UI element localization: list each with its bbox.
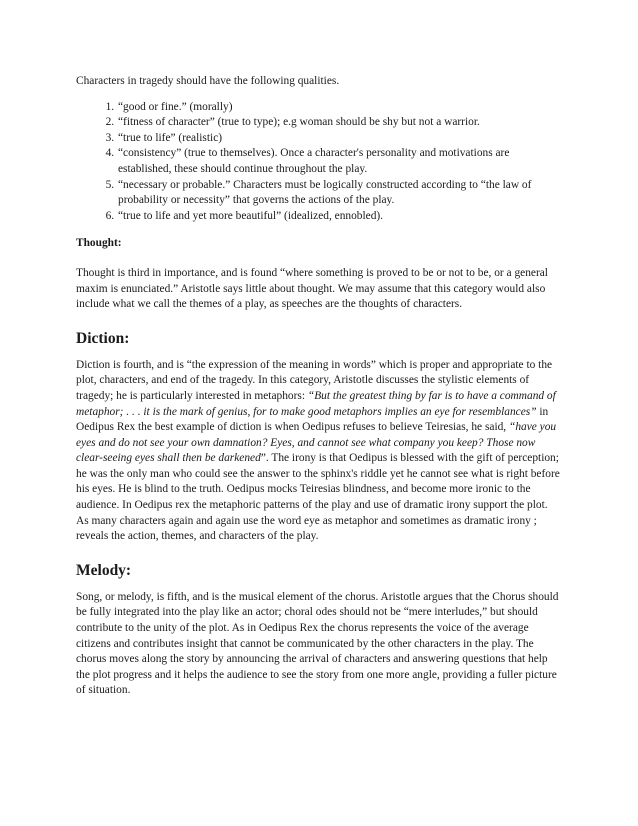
qualities-list <box>76 100 562 225</box>
list-item: 5. “necessary or probable.” Characters must be logically constructed according to “the law of probability or necessity” that governs the actions of the play. <box>117 178 562 209</box>
list-item: 2. “fitness of character” (true to type); e.g woman should be shy but not a warrior. <box>117 115 562 131</box>
melody-paragraph: Song, or melody, is fifth, and is the musical element of the chorus. Aristotle argues that the Chorus should be fully integrated into the play like an actor; choral odes should not be “mere interludes,” but should contribute to the unity of the plot. As in Oedipus Rex the chorus represents the voice of the average citizens and contributes insight that cannot be communicated by the other characters in the play. The chorus moves along the story by announcing the arrival of characters and answering questions that help the plot progress and it helps the audience to see the story from one more angle, providing a fuller picture of situation. <box>76 590 559 697</box>
list-item: 4. “consistency” (true to themselves). Once a character's personality and motivations are established, these should continue throughout the play. <box>117 146 562 177</box>
melody-heading: Melody: <box>76 561 132 579</box>
thought-heading: Thought: <box>76 237 122 250</box>
intro-paragraph: Characters in tragedy should have the following qualities. <box>76 75 340 87</box>
diction-text-1: Diction is fourth, and is “the expression of the meaning in words” which is proper and appropriate to the plot, characters, and end of the tragedy. In this category, Aristotle discusses the stylistic elements of tragedy; he is particularly interested in metaphors: <box>76 358 553 402</box>
thought-paragraph: Thought is third in importance, and is found “where something is proved to be or not to be, or a general maxim is enunciated.” Aristotle says little about thought. We may assume that this category would also include what we call the themes of a play, as speeches are the thoughts of characters. <box>76 266 548 311</box>
diction-quote-metaphor: “But the greatest thing by far is to have a command of metaphor; . . . it is the mark of genius, for to make good metaphors implies an eye for resemblances” <box>76 389 556 418</box>
list-item: 6. “true to life and yet more beautiful” (idealized, ennobled). <box>117 209 562 225</box>
diction-text-2: in Oedipus Rex the best example of diction is when Oedipus refuses to believe Teiresias, he said, <box>76 405 549 434</box>
diction-quote-oedipus: “have you eyes and do not see your own damnation? Eyes, and cannot see what company you keep? Those now clear-seeing eyes shall then be darkened <box>76 421 557 465</box>
list-item: 3. “true to life” (realistic) <box>117 131 562 147</box>
diction-text-3: ”. The irony is that Oedipus is blessed with the gift of perception; he was the only man who could see the answer to the sphinx's riddle yet he cannot see what is right before his eyes. He is blind to the truth. Oedipus mocks Teiresias blindness, and become more ironic to the audience. In Oedipus rex the metaphoric patterns of the play and use of dramatic irony support the plot. As many characters again and again use the word eye as metaphor and sometimes as dramatic irony ; reveals the action, themes, and characters of the play. <box>76 452 560 543</box>
diction-paragraph <box>76 358 562 545</box>
document-page <box>76 64 562 699</box>
list-item: 1. “good or fine.” (morally) <box>117 100 562 116</box>
diction-heading: Diction: <box>76 329 130 347</box>
